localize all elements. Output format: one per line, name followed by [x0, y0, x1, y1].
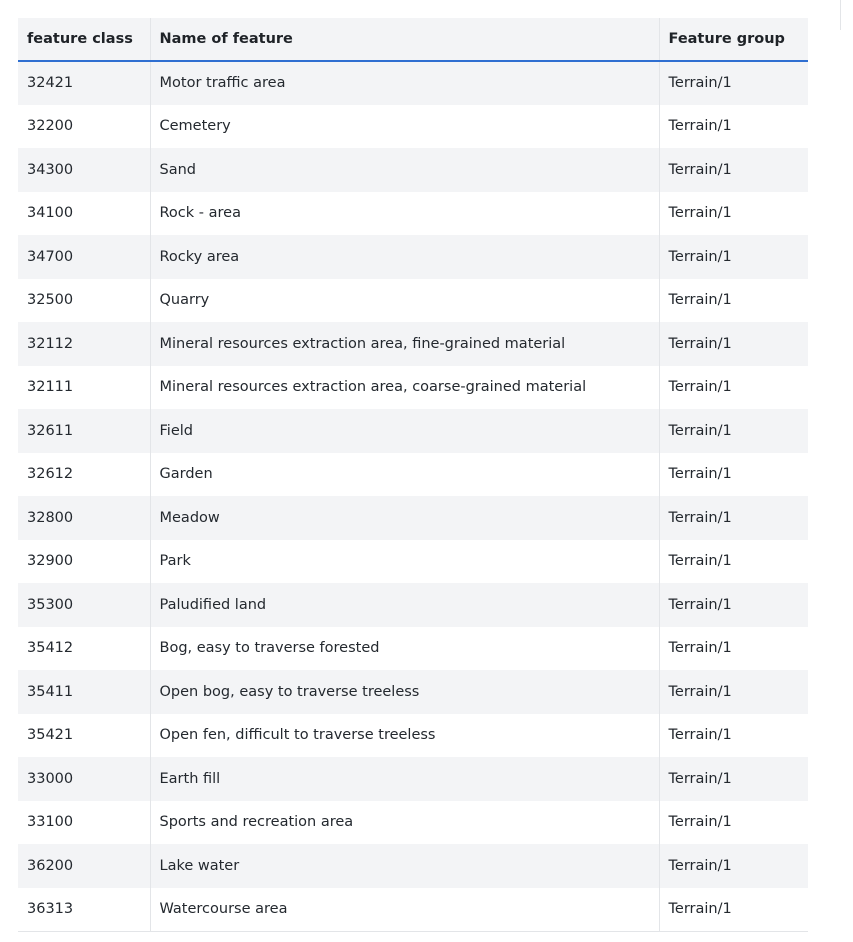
cell-feature-group: Terrain/1: [659, 801, 808, 845]
table-row: [18, 453, 808, 497]
table-row: [18, 714, 808, 758]
header-feature-group: Feature group: [659, 18, 808, 61]
feature-table: [18, 18, 808, 932]
cell-feature-group: Terrain/1: [659, 409, 808, 453]
cell-feature-group: Terrain/1: [659, 714, 808, 758]
cell-feature-group: Terrain/1: [659, 844, 808, 888]
cell-feature-group: Terrain/1: [659, 235, 808, 279]
cell-feature-group: Terrain/1: [659, 757, 808, 801]
table-row: [18, 279, 808, 323]
cell-feature-group: Terrain/1: [659, 148, 808, 192]
cell-feature-class: 33100: [27, 814, 74, 831]
cell-feature-class: 32900: [27, 553, 74, 570]
cell-feature-class: 34100: [27, 205, 74, 222]
cell-feature-class: 32112: [27, 335, 74, 352]
cell-feature-group: Terrain/1: [659, 888, 808, 932]
cell-name-of-feature: Cemetery: [150, 105, 659, 149]
cell-feature-group: Terrain/1: [659, 322, 808, 366]
table-row: [18, 148, 808, 192]
cell-name-of-feature: Paludified land: [150, 583, 659, 627]
cell-name-of-feature: Earth fill: [150, 757, 659, 801]
cell-feature-class: 32612: [27, 466, 74, 483]
table-body: [18, 61, 808, 931]
table-header: [18, 18, 808, 61]
cell-feature-group: Terrain/1: [659, 496, 808, 540]
table-row: [18, 583, 808, 627]
cell-name-of-feature: Meadow: [150, 496, 659, 540]
feature-table-container: [18, 18, 808, 932]
table-row: [18, 322, 808, 366]
cell-feature-group: Terrain/1: [659, 192, 808, 236]
cell-feature-class: 35412: [27, 640, 74, 657]
cell-name-of-feature: Motor traffic area: [150, 61, 659, 105]
cell-name-of-feature: Open fen, difficult to traverse treeless: [150, 714, 659, 758]
cell-name-of-feature: Sand: [150, 148, 659, 192]
cell-name-of-feature: Garden: [150, 453, 659, 497]
cell-feature-group: Terrain/1: [659, 670, 808, 714]
table-row: [18, 888, 808, 932]
cell-feature-class: 34700: [27, 248, 74, 265]
cell-feature-class: 32111: [27, 379, 74, 396]
cell-feature-class: 32500: [27, 292, 74, 309]
table-row: [18, 540, 808, 584]
cell-feature-group: Terrain/1: [659, 540, 808, 584]
header-name-of-feature: Name of feature: [150, 18, 659, 61]
table-row: [18, 235, 808, 279]
cell-feature-group: Terrain/1: [659, 366, 808, 410]
cell-name-of-feature: Field: [150, 409, 659, 453]
table-row: [18, 757, 808, 801]
cell-name-of-feature: Park: [150, 540, 659, 584]
header-row: [18, 18, 808, 61]
cell-feature-class: 33000: [27, 770, 74, 787]
cell-feature-class: 32611: [27, 422, 74, 439]
cell-feature-group: Terrain/1: [659, 61, 808, 105]
scrollbar-edge: [840, 0, 841, 30]
cell-name-of-feature: Watercourse area: [150, 888, 659, 932]
table-row: [18, 105, 808, 149]
cell-feature-class: 35300: [27, 596, 74, 613]
cell-name-of-feature: Mineral resources extraction area, coarse-grained material: [150, 366, 659, 410]
table-row: [18, 670, 808, 714]
cell-feature-class: 35421: [27, 727, 74, 744]
cell-name-of-feature: Mineral resources extraction area, fine-grained material: [150, 322, 659, 366]
cell-name-of-feature: Open bog, easy to traverse treeless: [150, 670, 659, 714]
table-row: [18, 801, 808, 845]
cell-feature-group: Terrain/1: [659, 279, 808, 323]
table-row: [18, 192, 808, 236]
cell-feature-class: 32200: [27, 118, 74, 135]
cell-feature-class: 32421: [27, 75, 74, 92]
cell-name-of-feature: Lake water: [150, 844, 659, 888]
table-row: [18, 496, 808, 540]
cell-name-of-feature: Rocky area: [150, 235, 659, 279]
table-row: [18, 61, 808, 105]
cell-feature-class: 34300: [27, 161, 74, 178]
table-row: [18, 366, 808, 410]
cell-feature-class: 32800: [27, 509, 74, 526]
cell-feature-group: Terrain/1: [659, 583, 808, 627]
cell-name-of-feature: Rock - area: [150, 192, 659, 236]
cell-feature-group: Terrain/1: [659, 105, 808, 149]
table-row: [18, 627, 808, 671]
cell-name-of-feature: Quarry: [150, 279, 659, 323]
cell-feature-class: 36313: [27, 901, 74, 917]
header-feature-class: feature class: [18, 18, 150, 61]
table-row: [18, 409, 808, 453]
cell-name-of-feature: Sports and recreation area: [150, 801, 659, 845]
table-row: [18, 844, 808, 888]
cell-feature-group: Terrain/1: [659, 627, 808, 671]
cell-feature-class: 35411: [27, 683, 74, 700]
cell-feature-class: 36200: [27, 857, 74, 874]
cell-feature-group: Terrain/1: [659, 453, 808, 497]
cell-name-of-feature: Bog, easy to traverse forested: [150, 627, 659, 671]
